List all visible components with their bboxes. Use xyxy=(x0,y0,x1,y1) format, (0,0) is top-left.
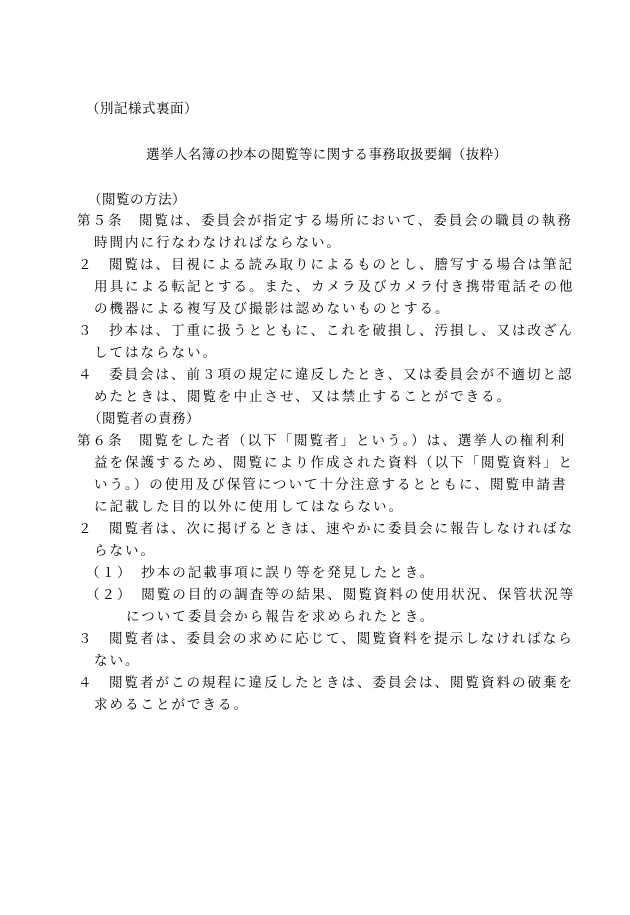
form-side-label: （別記様式裏面） xyxy=(86,101,198,117)
article6-para4-line2: 求めることができる。 xyxy=(94,697,249,713)
article5-para4-line2: めたときは、閲覧を中止させ、又は禁止することができる。 xyxy=(94,389,513,405)
article6-line1: 第６条 閲覧をした者（以下「閲覧者」という。）は、選挙人の権利利 xyxy=(77,433,567,449)
method-heading: （閲覧の方法） xyxy=(88,192,186,208)
document-title: 選挙人名簿の抄本の閲覧等に関する事務取扱要綱（抜粋） xyxy=(146,147,508,163)
article5-para3-line2: してはならない。 xyxy=(94,345,218,361)
article6-line3: いう。）の使用及び保管について十分注意するとともに、閲覧申請書 xyxy=(94,477,568,493)
article6-para3-line2: ない。 xyxy=(94,653,141,669)
article5-para2-line1: ２ 閲覧は、目視による読み取りによるものとし、謄写する場合は筆記 xyxy=(78,257,574,273)
article5-line1: 第５条 閲覧は、委員会が指定する場所において、委員会の職員の執務 xyxy=(77,213,573,229)
article6-para2-line2: らない。 xyxy=(94,543,156,559)
article5-line2: 時間内に行なわなければならない。 xyxy=(94,235,342,251)
duty-heading: （閲覧者の責務） xyxy=(88,411,200,427)
article5-para4-line1: ４ 委員会は、前３項の規定に違反したとき、又は委員会が不適切と認 xyxy=(78,367,574,383)
article6-para3-line1: ３ 閲覧者は、委員会の求めに応じて、閲覧資料を提示しなければなら xyxy=(78,631,574,647)
article6-para2-item2-line2: について委員会から報告を求められたとき。 xyxy=(126,609,436,625)
article6-line4: に記載した目的以外に使用してはならない。 xyxy=(94,499,404,515)
article6-para2-item1: （１） 抄本の記載事項に誤り等を発見したとき。 xyxy=(86,565,436,581)
article6-line2: 益を保護するため、閲覧により作成された資料（以下「閲覧資料」と xyxy=(94,455,574,471)
article5-para2-line3: の機器による複写及び撮影は認めないものとする。 xyxy=(94,301,451,317)
article6-para2-line1: ２ 閲覧者は、次に掲げるときは、速やかに委員会に報告しなければな xyxy=(78,521,574,537)
article6-para4-line1: ４ 閲覧者がこの規程に違反したときは、委員会は、閲覧資料の破棄を xyxy=(78,675,574,691)
article6-para2-item2-line1: （２） 閲覧の目的の調査等の結果、閲覧資料の使用状況、保管状況等 xyxy=(86,587,576,603)
article5-para2-line2: 用具による転記とする。また、カメラ及びカメラ付き携帯電話その他 xyxy=(94,279,575,295)
article5-para3-line1: ３ 抄本は、丁重に扱うとともに、これを破損し、汚損し、又は改ざん xyxy=(78,323,574,339)
